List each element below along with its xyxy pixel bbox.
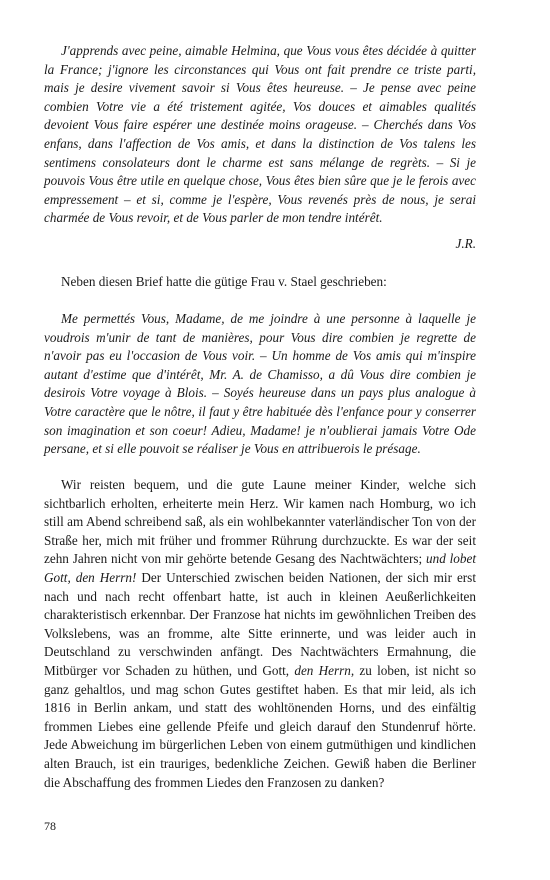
narrative-italic-1: und lobet Gott, den Herrn!	[44, 551, 477, 585]
narrative-italic-2: den Herrn,	[294, 662, 355, 678]
narrative-part-1: Wir reisten bequem, und die gute Laune meiner Kinder, welche sich sichtbarlich erholten, erheiterte mein Herz. Wir kamen nach Homburg, wo ich still am Abend schreibend saß, als ein wohlbekannter vaterländischer Ton von der Straße her, mich mit früher und frommer Rührung durchzuckte. Es war der seit zehn Jahren nicht von mir gehörte betende Gesang des Nachtwächters;	[44, 477, 476, 567]
narrative-paragraph	[44, 476, 476, 792]
letter-1-text: J'apprends avec peine, aimable Helmina, que Vous vous êtes décidée à quitter la France; j'ignore les circonstances qui Vous ont fait prendre ce triste parti, mais je desire vivement savoir si Vous êtes heureuse. – Je pense avec peine combien Votre vie a été tristement agitée, Vos douces et aimables qualités devoient Vous faire espérer une destinée moins orageuse. – Cherchés dans Vos enfans, dans l'affection de Vos amis, et dans la distinction de Vos talens les sentimens consolateurs dont le charme est sans mélange de regrèts. – Si je pouvois Vous être utile en quelque chose, Vous êtes bien sûre que je le ferois avec empressement – et si, comme je l'espère, Vous revenés près de nous, je serai charmée de Vous revoir, et de Vous parler de mon tendre intérêt.	[44, 43, 476, 226]
narrative-part-3: zu loben, ist nicht so ganz gehaltlos, und mag schon Gutes gestiftet haben. Es that mir leid, als ich 1816 in Berlin ankam, und statt des wohltönenden Horns, und des einfältig frommen Liebes eine gellende Pfeife und gleich darauf den Stundenruf hörte. Jede Abweichung im bürgerlichen Leben von einem gutmüthigen und kindlichen alten Brauch, ist ein trauriges, bedenkliche Zeichen. Gewiß haben die Berliner die Abschaffung des frommen Liedes den Franzosen zu danken?	[44, 662, 476, 790]
letter-2-text: Me permettés Vous, Madame, de me joindre à une personne à laquelle je voudrois m'unir de tant de manières, pour Vous dire combien je regrette de n'avoir pas eu l'occasion de Vous voir. – Un homme de Vos amis qui m'inspire autant d'estime que d'intérêt, Mr. A. de Chamisso, a dû Vous dire combien je desirois Votre voyage à Blois. – Soyés heureuse dans un pays plus analogue à Votre caractère que le nôtre, il faut y être habituée dès l'enfance pour y conserrer son imagination et son coeur! Adieu, Madame! je n'oublierai jamais Votre Ode persane, et si elle pouvoit se réaliser je Vous en attribuerois le présage.	[44, 311, 476, 457]
french-letter-1	[44, 42, 476, 228]
french-letter-2	[44, 310, 476, 459]
page-number: 78	[44, 819, 56, 833]
narrative-text	[44, 476, 476, 792]
narrative-part-2: Der Unterschied zwischen beiden Nationen, der sich mir erst nach und nach recht offenbart hatte, ist auch in kleinen Aeußerlichkeiten charakteristisch erkennbar. Der Franzose hat nichts im gewöhnlichen Treiben des Volkslebens, was an fromme, alte Sitte erinnerte, und was leider auch in Deutschland zu verschwinden anfängt. Des Nachtwächters Ermahnung, die Mitbürger vor Schaden zu hüthen, und Gott,	[44, 569, 476, 678]
intro-text: Neben diesen Brief hatte die gütige Frau v. Stael geschrieben:	[61, 274, 387, 289]
letter-1-signature: J.R.	[455, 236, 476, 251]
intro-paragraph	[44, 273, 476, 292]
